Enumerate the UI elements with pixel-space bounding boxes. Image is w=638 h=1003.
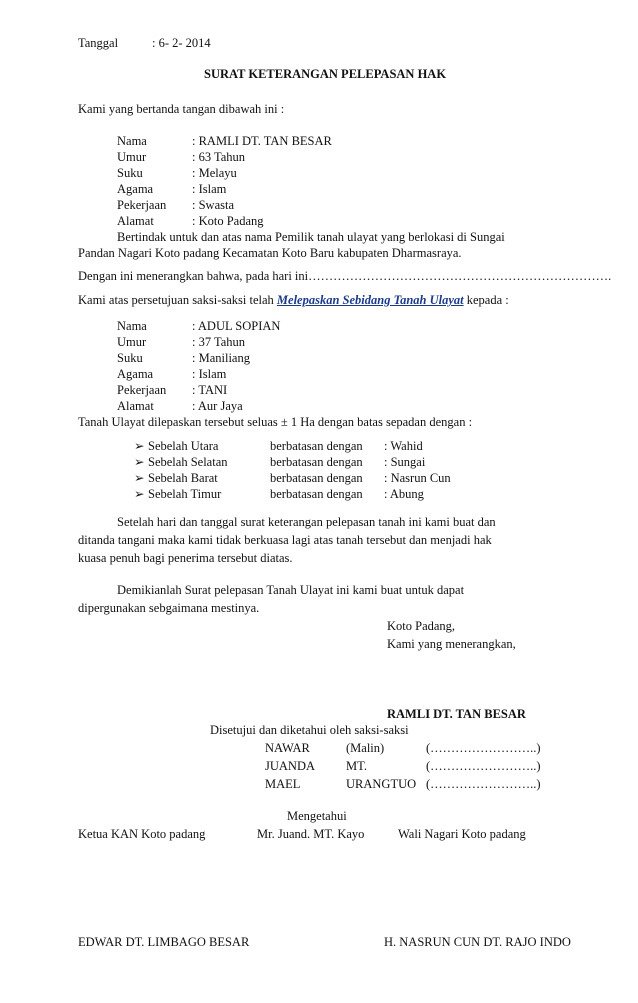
- date-value: : 6- 2- 2014: [152, 36, 211, 50]
- field-label: Umur: [117, 150, 147, 164]
- field-value: : 37 Tahun: [192, 335, 246, 349]
- boundary-side: Sebelah Barat: [148, 471, 218, 485]
- witness-name: NAWAR: [265, 741, 310, 755]
- field-value: : Aur Jaya: [192, 399, 243, 413]
- arrow-bullet-icon: ➢: [134, 471, 145, 485]
- land-text: Tanah Ulayat dilepaskan tersebut seluas ± 1 Ha dengan batas sepadan dengan :: [78, 415, 473, 429]
- paragraph-line: dipergunakan sebgaimana mestinya.: [78, 601, 260, 615]
- boundary-value: : Sungai: [384, 455, 426, 469]
- witness-title: (Malin): [346, 741, 385, 755]
- field-label: Suku: [117, 351, 143, 365]
- field-value: : Koto Padang: [192, 214, 264, 228]
- declaration-text: Dengan ini menerangkan bahwa, pada hari ini……………………………………………………………….: [78, 269, 612, 283]
- list-item: [134, 486, 221, 502]
- witnesses-heading: Disetujui dan diketahui oleh saksi-saksi: [210, 723, 409, 737]
- field-label: Nama: [117, 319, 147, 333]
- boundary-side: Sebelah Utara: [148, 439, 219, 453]
- field-label: Agama: [117, 182, 154, 196]
- consent-text: [78, 292, 509, 308]
- witness-sign: (……………………..): [426, 777, 541, 791]
- field-label: Umur: [117, 335, 147, 349]
- witness-sign: (……………………..): [426, 759, 541, 773]
- ack-center-name: Mr. Juand. MT. Kayo: [257, 827, 365, 841]
- boundary-phrase: berbatasan dengan: [270, 471, 363, 485]
- arrow-bullet-icon: ➢: [134, 439, 145, 453]
- acknowledgement-heading: Mengetahui: [287, 809, 347, 823]
- list-item: [134, 438, 218, 454]
- witness-sign: (……………………..): [426, 741, 541, 755]
- field-label: Alamat: [117, 399, 154, 413]
- boundary-phrase: berbatasan dengan: [270, 487, 363, 501]
- signature-place: Koto Padang,: [387, 619, 456, 633]
- intro-text: Kami yang bertanda tangan dibawah ini :: [78, 102, 285, 116]
- field-label: Alamat: [117, 214, 154, 228]
- date-label: Tanggal: [78, 36, 119, 50]
- statement-line: Bertindak untuk dan atas nama Pemilik tanah ulayat yang berlokasi di Sungai: [117, 230, 505, 244]
- field-value: : Islam: [192, 182, 227, 196]
- boundary-side: Sebelah Selatan: [148, 455, 228, 469]
- boundary-value: : Nasrun Cun: [384, 471, 451, 485]
- signature-role: Kami yang menerangkan,: [387, 637, 516, 651]
- field-label: Agama: [117, 367, 154, 381]
- boundary-phrase: berbatasan dengan: [270, 439, 363, 453]
- ack-left-name: EDWAR DT. LIMBAGO BESAR: [78, 935, 250, 949]
- arrow-bullet-icon: ➢: [134, 455, 145, 469]
- field-value: : ADUL SOPIAN: [192, 319, 281, 333]
- field-value: : Swasta: [192, 198, 235, 212]
- field-label: Suku: [117, 166, 143, 180]
- boundary-side: Sebelah Timur: [148, 487, 222, 501]
- ack-right-role: Wali Nagari Koto padang: [398, 827, 526, 841]
- witness-title: MT.: [346, 759, 367, 773]
- field-value: : Maniliang: [192, 351, 250, 365]
- ack-right-name: H. NASRUN CUN DT. RAJO INDO: [384, 935, 571, 949]
- paragraph-line: Setelah hari dan tanggal surat keterangan pelepasan tanah ini kami buat dan: [117, 515, 496, 529]
- witness-name: JUANDA: [265, 759, 315, 773]
- consent-emphasis: Melepaskan Sebidang Tanah Ulayat: [276, 293, 464, 307]
- field-value: : Melayu: [192, 166, 237, 180]
- paragraph-line: ditanda tangani maka kami tidak berkuasa lagi atas tanah tersebut dan menjadi hak: [78, 533, 492, 547]
- statement-line: Pandan Nagari Koto padang Kecamatan Koto Baru kabupaten Dharmasraya.: [78, 246, 462, 260]
- paragraph-line: Demikianlah Surat pelepasan Tanah Ulayat ini kami buat untuk dapat: [117, 583, 465, 597]
- field-value: : 63 Tahun: [192, 150, 246, 164]
- field-label: Nama: [117, 134, 147, 148]
- document-title: SURAT KETERANGAN PELEPASAN HAK: [204, 67, 447, 81]
- arrow-bullet-icon: ➢: [134, 487, 145, 501]
- boundary-value: : Wahid: [384, 439, 423, 453]
- signature-name: RAMLI DT. TAN BESAR: [387, 707, 526, 721]
- witness-name: MAEL: [265, 777, 301, 791]
- consent-after: kepada :: [463, 293, 509, 307]
- field-value: : TANI: [192, 383, 228, 397]
- list-item: [134, 470, 218, 486]
- field-label: Pekerjaan: [117, 198, 167, 212]
- list-item: [134, 454, 228, 470]
- paragraph-line: kuasa penuh bagi penerima tersebut diatas.: [78, 551, 293, 565]
- field-label: Pekerjaan: [117, 383, 167, 397]
- boundary-phrase: berbatasan dengan: [270, 455, 363, 469]
- consent-before: Kami atas persetujuan saksi-saksi telah: [78, 293, 277, 307]
- ack-left-role: Ketua KAN Koto padang: [78, 827, 206, 841]
- witness-title: URANGTUO: [346, 777, 417, 791]
- field-value: : Islam: [192, 367, 227, 381]
- boundary-value: : Abung: [384, 487, 424, 501]
- field-value: : RAMLI DT. TAN BESAR: [192, 134, 332, 148]
